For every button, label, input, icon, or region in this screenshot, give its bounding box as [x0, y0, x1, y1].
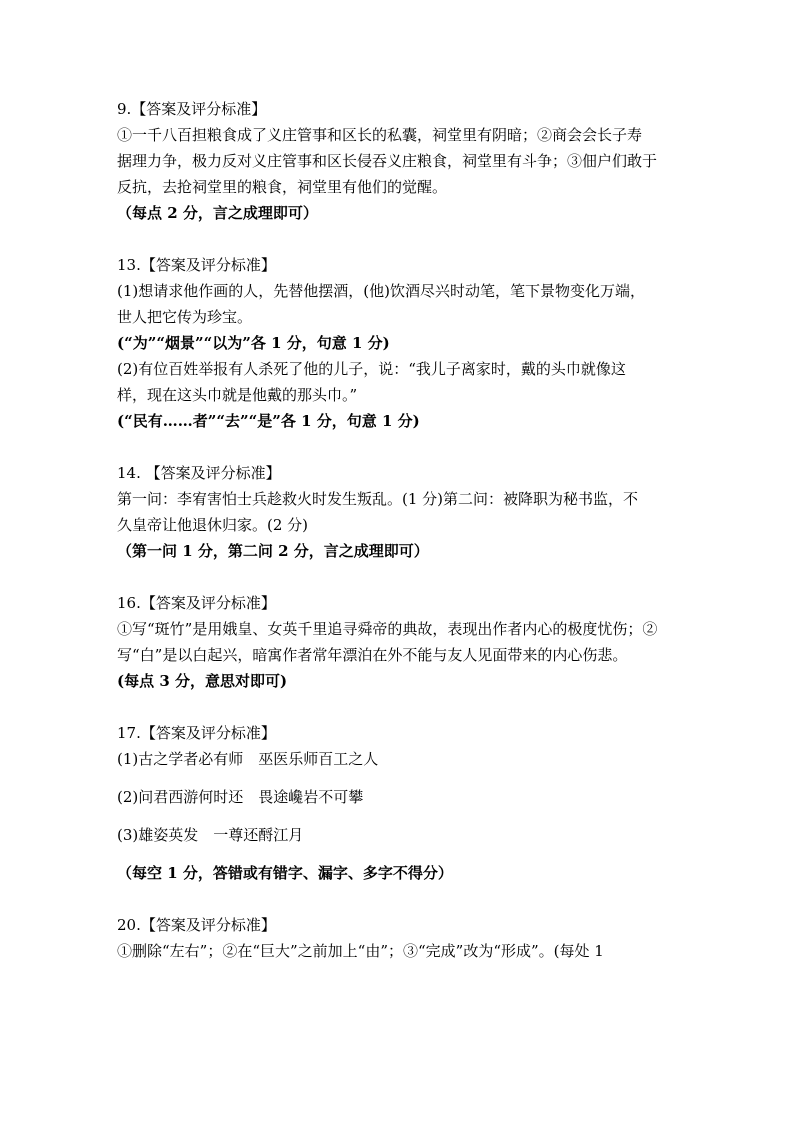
- scoring-note: （第一问 1 分，第二问 2 分，言之成理即可）: [117, 542, 429, 560]
- answer-line: (2)问君西游何时还 畏途巉岩不可攀: [117, 788, 364, 806]
- answer-line: (1)古之学者必有师 巫医乐师百工之人: [117, 750, 379, 768]
- answer-document: [117, 96, 682, 964]
- scoring-note: (“民有……者”“去”“是”各 1 分，句意 1 分): [117, 412, 420, 430]
- answer-section-20: [117, 912, 682, 964]
- section-heading: 20.【答案及评分标准】: [117, 916, 276, 934]
- answer-section-13: [117, 252, 682, 434]
- answer-section-17: [117, 720, 682, 886]
- section-heading: 13.【答案及评分标准】: [117, 256, 276, 274]
- answer-section-16: [117, 590, 682, 694]
- answer-line: ①一千八百担粮食成了义庄管事和区长的私囊，祠堂里有阴暗；②商会会长子寿: [117, 126, 643, 144]
- answer-line: (1)想请求他作画的人，先替他摆酒，(他)饮酒尽兴时动笔，笔下景物变化万端，: [117, 282, 645, 300]
- answer-line: (3)雄姿英发 一尊还酹江月: [117, 826, 304, 844]
- answer-line: ①写“斑竹”是用娥皇、女英千里追寻舜帝的典故，表现出作者内心的极度忧伤；②: [117, 620, 658, 638]
- scoring-note: （每空 1 分，答错或有错字、漏字、多字不得分）: [117, 864, 453, 882]
- answer-line: 样，现在这头巾就是他戴的那头巾。”: [117, 386, 358, 404]
- scoring-note: （每点 2 分，言之成理即可）: [117, 204, 318, 222]
- answer-section-14: [117, 460, 682, 564]
- scoring-note: (“为”“烟景”“以为”各 1 分，句意 1 分): [117, 334, 390, 352]
- answer-line: (2)有位百姓举报有人杀死了他的儿子，说：“我儿子离家时，戴的头巾就像这: [117, 360, 626, 378]
- scoring-note: (每点 3 分，意思对即可): [117, 672, 288, 690]
- section-heading: 17.【答案及评分标准】: [117, 724, 276, 742]
- answer-line: 第一问：李宥害怕士兵趁救火时发生叛乱。(1 分)第二问：被降职为秘书监，不: [117, 490, 639, 508]
- section-heading: 9.【答案及评分标准】: [117, 100, 267, 118]
- answer-line: 反抗，去抢祠堂里的粮食，祠堂里有他们的觉醒。: [117, 178, 448, 196]
- answer-line: 写“白”是以白起兴，暗寓作者常年漂泊在外不能与友人见面带来的内心伤悲。: [117, 646, 628, 664]
- answer-line: 世人把它传为珍宝。: [117, 308, 253, 326]
- section-heading: 16.【答案及评分标准】: [117, 594, 276, 612]
- section-heading: 14. 【答案及评分标准】: [117, 464, 281, 482]
- answer-line: 久皇帝让他退休归家。(2 分): [117, 516, 309, 534]
- answer-section-9: [117, 96, 682, 226]
- answer-line: 据理力争，极力反对义庄管事和区长侵吞义庄粮食，祠堂里有斗争；③佃户们敢于: [117, 152, 658, 170]
- answer-line: ①删除“左右”；②在“巨大”之前加上“由”；③“完成”改为“形成”。(每处 1: [117, 942, 604, 960]
